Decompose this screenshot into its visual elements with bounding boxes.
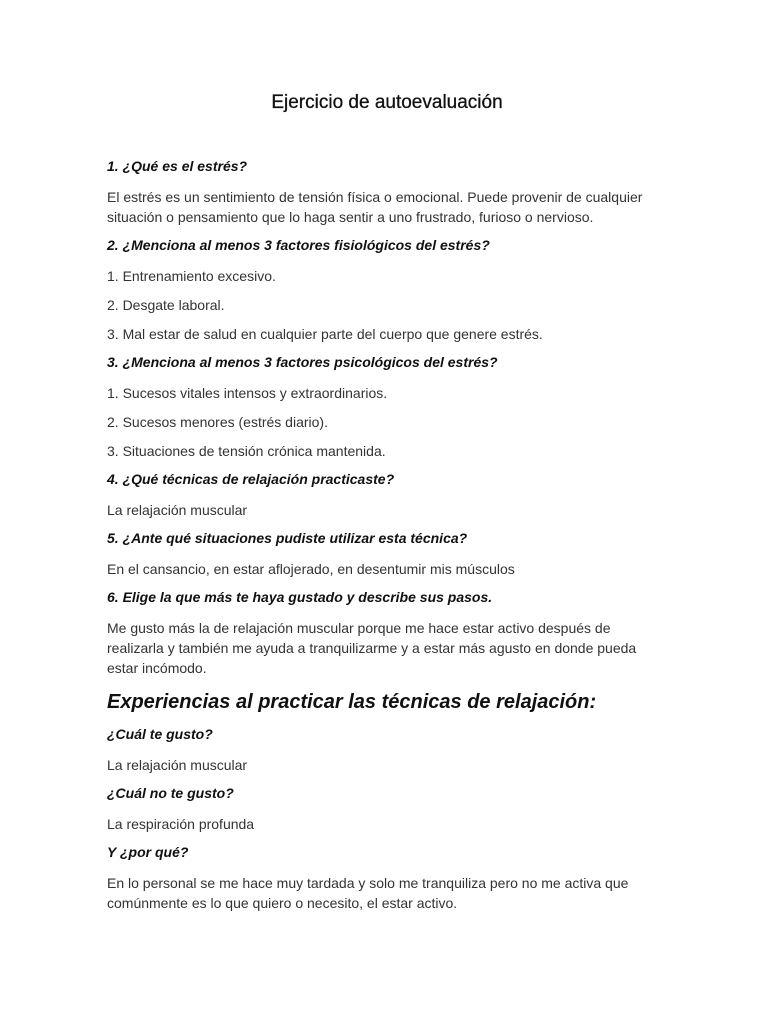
liked-question: ¿Cuál te gusto? <box>107 726 213 742</box>
why-answer: En lo personal se me hace muy tardada y solo me tranquiliza pero no me activa que comúnmente es lo que quiero o necesito, el estar activo. <box>107 875 629 911</box>
list-item: 2. Sucesos menores (estrés diario). <box>107 414 328 430</box>
list-item: 3. Mal estar de salud en cualquier parte del cuerpo que genere estrés. <box>107 326 543 342</box>
list-item: 3. Situaciones de tensión crónica mantenida. <box>107 443 386 459</box>
disliked-answer: La respiración profunda <box>107 816 255 832</box>
question-3: 3. ¿Menciona al menos 3 factores psicológicos del estrés? <box>107 354 498 370</box>
why-question: Y ¿por qué? <box>107 844 189 860</box>
question-5: 5. ¿Ante qué situaciones pudiste utilizar esta técnica? <box>107 530 468 546</box>
question-6: 6. Elige la que más te haya gustado y describe sus pasos. <box>107 589 493 605</box>
list-item: 2. Desgate laboral. <box>107 297 225 313</box>
question-4: 4. ¿Qué técnicas de relajación practicaste? <box>107 471 395 487</box>
answer-5: En el cansancio, en estar aflojerado, en desentumir mis músculos <box>107 561 515 577</box>
answer-4: La relajación muscular <box>107 502 248 518</box>
experiences-heading: Experiencias al practicar las técnicas de relajación: <box>107 691 597 713</box>
question-2: 2. ¿Menciona al menos 3 factores fisiológicos del estrés? <box>107 237 490 253</box>
liked-answer: La relajación muscular <box>107 757 248 773</box>
document-page <box>107 92 667 922</box>
list-item: 1. Entrenamiento excesivo. <box>107 268 276 284</box>
answer-6: Me gusto más la de relajación muscular porque me hace estar activo después de realizarla y también me ayuda a tranquilizarme y a estar más agusto en donde pueda estar incómodo. <box>107 620 637 676</box>
list-item: 1. Sucesos vitales intensos y extraordinarios. <box>107 385 388 401</box>
page-title: Ejercicio de autoevaluación <box>271 92 503 113</box>
question-1: 1. ¿Qué es el estrés? <box>107 158 248 174</box>
disliked-question: ¿Cuál no te gusto? <box>107 785 234 801</box>
answer-1: El estrés es un sentimiento de tensión física o emocional. Puede provenir de cualquier situación o pensamiento que lo haga sentir a uno frustrado, furioso o nervioso. <box>107 189 643 225</box>
